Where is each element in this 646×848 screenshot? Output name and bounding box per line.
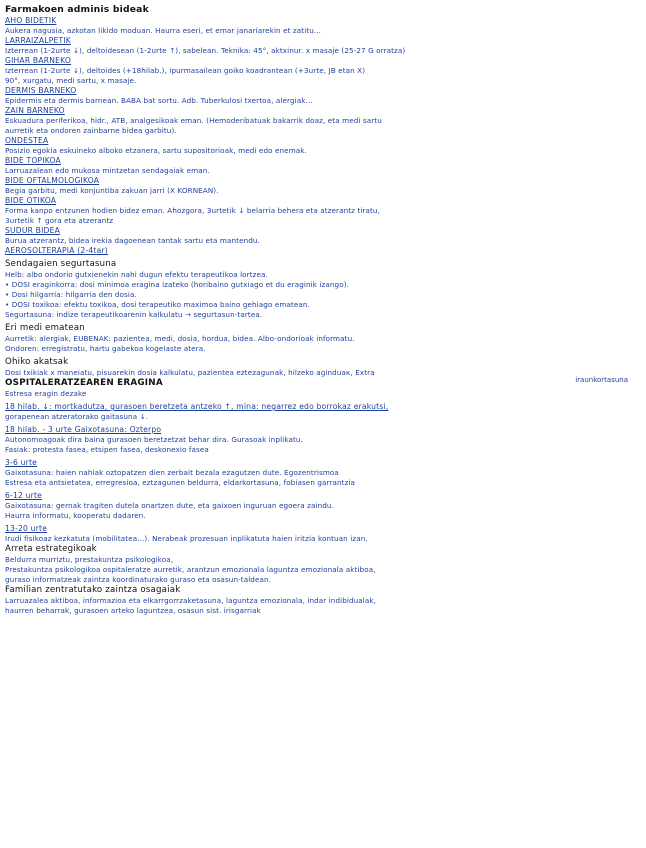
route-heading: BIDE OFTALMOLOGIKOA (5, 176, 100, 185)
route-section (5, 106, 638, 136)
safety-heading: Sendagaien segurtasuna (5, 259, 117, 269)
route-heading: GIHAR BARNEKO (5, 56, 72, 65)
route-heading: SUDUR BIDEA (5, 226, 60, 235)
route-section (5, 136, 638, 156)
route-line: Posizio egokia eskuineko alboko etzanera, sartu supositorioak, medi edo enemak. (5, 146, 307, 155)
route-line: Aukera nagusia, azkotan likido moduan. Haurra eseri, et emar janariarekin et zatitu... (5, 26, 322, 35)
safety-line: • DOSI toxikoa: efektu toxikoa, dosi terapeutiko maximoa baino gehiago ematean. (5, 300, 310, 309)
age-group-heading: 13-20 urte (5, 524, 48, 533)
route-heading: ZAIN BARNEKO (5, 106, 65, 115)
route-section (5, 176, 638, 196)
safety-line: • DOSI eraginkorra: dosi minimoa eragina izateko (horibaino gutxiago et du eraginik izango). (5, 280, 349, 289)
route-line: Burua atzerantz, bidea irekia dagoenean tantak sartu eta mantendu. (5, 236, 260, 245)
ospitale-groups (5, 399, 638, 544)
route-heading: AHO BIDETIK (5, 16, 57, 25)
age-group-line: Fasiak: protesta fasea, etsipen fasea, deskonexio fasea (5, 445, 209, 454)
age-group-heading: 3-6 urte (5, 458, 38, 467)
arreta-line: guraso informatzeak zaintza koordinaturako guraso eta osasun-taldean. (5, 575, 272, 584)
route-line: Izterrean (1-2urte ↓), deltoidesean (1-2urte ↑), sabelean. Teknika: 45°, aktxinur. x masaje (25-27 G orratza) (5, 46, 406, 55)
age-group-line: Gaixotasuna: haien nahiak oztopatzen dien zerbait bezala ezagutzen dute. Egozentrismoa (5, 468, 339, 477)
safety-lines (5, 270, 638, 320)
age-group-line: Irudi fisikoaz kezkatuta (mobilitatea...). Nerabeak prozesuan inplikatuta haien iritzia kontuan izan. (5, 534, 368, 543)
age-group-line: Autonomoagoak dira baina gurasoen beretzetzat behar dira. Gurasoak inplikatu. (5, 435, 303, 444)
ohiko-heading: Ohiko akatsak (5, 357, 69, 367)
arreta-heading: Arreta estrategikoak (5, 544, 97, 554)
age-group (5, 455, 638, 488)
ospitale-sub: Estresa eragin dezake (5, 389, 87, 398)
admin-routes (5, 16, 638, 256)
route-heading: AEROSOLTERAPIA (2-4tar) (5, 246, 108, 255)
arreta-lines (5, 555, 638, 585)
page-title: Farmakoen adminis bideak (5, 4, 149, 15)
route-line: Begia garbitu, medi konjuntiba zakuan jarri (X KORNEAN). (5, 186, 219, 195)
safety-line: Segurtasuna: indize terapeutikoarenin kalkulatu → segurtasun-tarteа. (5, 310, 263, 319)
eri-line: Aurretik: alergiak, EUBENAK: pazientea, medi, dosia, hordua, bidea. Albo-ondorioak informatu. (5, 334, 355, 343)
age-group (5, 399, 638, 422)
age-group-heading: 18 hilab. - 3 urte Gaixotasuna: Ozterpo (5, 425, 162, 434)
route-heading: BIDE TOPIKOA (5, 156, 61, 165)
route-line: aurretik eta ondoren zainbarne bidea garbitu). (5, 126, 177, 135)
route-section (5, 226, 638, 246)
route-section (5, 246, 638, 256)
age-group-line: Estresa eta antsietatea, erregresioa, eztzagunen beldurra, eldarkortasuna, fobiasen garrantzia (5, 478, 356, 487)
age-group-heading: 6-12 urte (5, 491, 43, 500)
route-line: Epidermis eta dermis barnean. BABA bat sortu. Adb. Tuberkulosi txertoa, alergiak... (5, 96, 313, 105)
ohiko-line: Dosi txikiak x maneiatu, pisuarekin dosia kalkulatu, pazientea eztezagunak, hilzeko aginduaк, Extra (5, 368, 375, 377)
safety-line: • Dosi hilgarria: hilgarria den dosia. (5, 290, 137, 299)
route-heading: DERMIS BARNEKO (5, 86, 77, 95)
route-line: 3urtetik ↑ gora eta atzerantz (5, 216, 114, 225)
age-group-line: gorapenean atzeratorako gaitasuna ↓. (5, 412, 149, 421)
age-group (5, 422, 638, 455)
age-group-heading: 18 hilab. ↓: mortkadutza, gurasoen beretzeta antzeko ↑, mina: negarrez edo borrokaz erakutsi, (5, 402, 389, 411)
safety-line: Helb: albo ondorio gutxienekin nahi dugun efektu terapeutikoa lortzea. (5, 270, 268, 279)
route-line: Eskuadura periferikoa, hidr., ATB, analgesikoak eman. (Hemoderibatuak bakarrik doaz, eta medi sartu (5, 116, 382, 125)
age-group (5, 488, 638, 521)
familian-heading: Familian zentratutako zaintza osagaiak (5, 585, 181, 595)
arreta-line: Beldurra murriztu, prestakuntza psikologikoa, (5, 555, 174, 564)
age-group-line: Gaixotasuna: gernak tragiten dutela onartzen dute, eta gaixoen inguruan egoera zaindu. (5, 501, 334, 510)
route-line: Izterrean (1-2urte ↓), deltoides (+18hilab.), ipurmasailean goiko koadrantean (+3urte, JB etan X) (5, 66, 366, 75)
route-line: Larruazalean edo mukosa mintzetan sendagaiak eman. (5, 166, 210, 175)
ospitale-heading: OSPITALERATZEAREN ERAGINA (5, 378, 163, 388)
ohiko-side-note: iraunkortasuna (575, 376, 628, 384)
route-section (5, 36, 638, 56)
route-heading: BIDE OTIKOA (5, 196, 57, 205)
route-section (5, 156, 638, 176)
route-line: 90°, xurgatu, medi sartu, x masaje. (5, 76, 137, 85)
route-heading: ONDESTEA (5, 136, 49, 145)
route-line: Forma kanpo entzunen hodien bidez eman. Ahozgora, 3urtetik ↓ belarria behera eta atzerantz tiratu, (5, 206, 380, 215)
familian-line: haurren beharrak, gurasoen arteko laguntzea, osasun sist. irisgarriak (5, 606, 261, 615)
arreta-line: Prestakuntza psikologikoa ospitaleratze aurretik, arantzun emozionala laguntza emozionala aktiboa, (5, 565, 376, 574)
route-section (5, 196, 638, 226)
familian-line: Larruazalea aktiboa, informazioa eta elkarrgorrzaketasuna, laguntza emozionala, indar indibidualak, (5, 596, 377, 605)
familian-lines (5, 596, 638, 616)
route-section (5, 16, 638, 36)
eri-line: Ondoren: erregistratu, hartu gabekoa kogelaste atera. (5, 344, 206, 353)
eri-heading: Eri medi ematean (5, 323, 85, 333)
route-section (5, 56, 638, 86)
route-section (5, 86, 638, 106)
eri-lines (5, 334, 638, 354)
route-heading: LARRAIZALPETIK (5, 36, 71, 45)
age-group-line: Haurra informatu, kooperatu dadaren. (5, 511, 146, 520)
age-group (5, 521, 638, 544)
